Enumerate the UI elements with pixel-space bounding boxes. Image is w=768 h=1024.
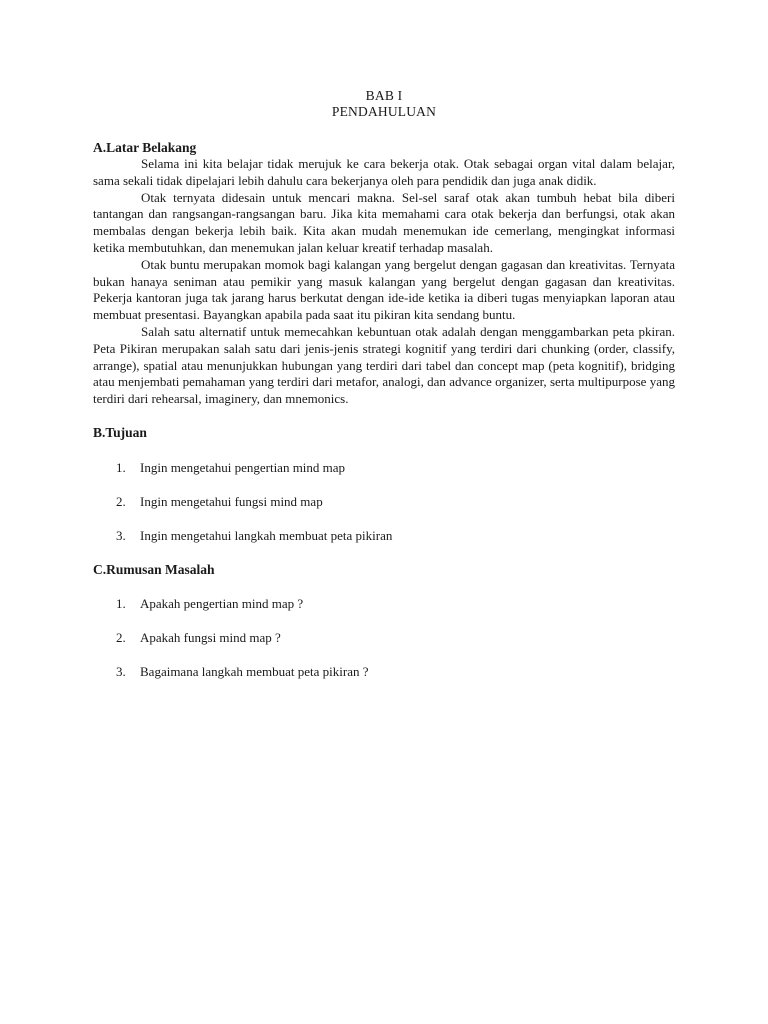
list-item <box>93 528 675 544</box>
paragraph-4: Salah satu alternatif untuk memecahkan kebuntuan otak adalah dengan menggambarkan peta pkiran. Peta Pikiran merupakan salah satu dari jenis-jenis strategi kognitif yang terdiri dari chunking (order, classify, arrange), spatial atau menunjukkan hubungan yang terdiri dari tabel dan concept map (peta kognitif), bridging atau menjembati pemahaman yang terdiri dari metafor, analogi, dan advance organizer, serta multipurpose yang terdiri dari rehearsal, imaginery, dan mnemonics. <box>93 323 675 407</box>
paragraph-2: Otak ternyata didesain untuk mencari makna. Sel-sel saraf otak akan tumbuh hebat bila diberi tantangan dan rangsangan-rangsangan baru. Jika kita memahami cara otak bekerja dan berfungsi, otak akan membalas dengan bekerja lebih baik. Kita akan mudah menemukan ide cemerlang, mengingkat informasi ketika membutuhkan, dan menemukan jalan keluar kreatif terhadap masalah. <box>93 189 675 255</box>
list-item-text: Ingin mengetahui fungsi mind map <box>140 493 323 509</box>
list-item-text: Apakah pengertian mind map ? <box>140 595 304 611</box>
list-item-number: 3. <box>116 527 126 543</box>
list-item-text: Bagaimana langkah membuat peta pikiran ? <box>140 663 369 679</box>
section-heading-rumusan-masalah: C.Rumusan Masalah <box>93 561 215 577</box>
list-item <box>93 664 675 680</box>
list-item <box>93 460 675 476</box>
section-heading-tujuan: B.Tujuan <box>93 424 147 440</box>
list-item-number: 2. <box>116 629 126 645</box>
paragraph-1: Selama ini kita belajar tidak merujuk ke cara bekerja otak. Otak sebagai organ vital dalam belajar, sama sekali tidak dipelajari lebih dahulu cara bekerjanya oleh para pendidik dan juga anak didik. <box>93 156 675 188</box>
list-item <box>93 494 675 510</box>
chapter-number: BAB I <box>365 88 403 103</box>
list-item-number: 2. <box>116 493 126 509</box>
list-item-text: Ingin mengetahui langkah membuat peta pikiran <box>140 527 393 543</box>
paragraph-3: Otak buntu merupakan momok bagi kalangan yang bergelut dengan gagasan dan kreativitas. Ternyata bukan hanaya seniman atau pemikir yang masuk kalangan yang bergelut dengan gagasan dan kreativitas. Pekerja kantoran juga tak jarang harus berkutat dengan ide-ide ketika ia diberi tugas menyiapkan laporan atau membuat presentasi. Bayangkan apabila pada saat itu pikiran kita sendang buntu. <box>93 256 675 323</box>
section-rumusan-masalah <box>93 562 675 680</box>
list-item-number: 1. <box>116 595 126 611</box>
rumusan-masalah-list <box>93 596 675 680</box>
tujuan-list <box>93 460 675 544</box>
section-latar-belakang <box>93 140 675 408</box>
list-item-number: 3. <box>116 663 126 679</box>
section-tujuan <box>93 425 675 544</box>
list-item <box>93 630 675 646</box>
list-item-number: 1. <box>116 459 126 475</box>
list-item <box>93 596 675 612</box>
list-item-text: Apakah fungsi mind map ? <box>140 629 281 645</box>
chapter-title: PENDAHULUAN <box>331 104 437 119</box>
section-heading-latar-belakang: A.Latar Belakang <box>93 140 197 155</box>
document-page <box>93 88 675 680</box>
list-item-text: Ingin mengetahui pengertian mind map <box>140 459 346 475</box>
